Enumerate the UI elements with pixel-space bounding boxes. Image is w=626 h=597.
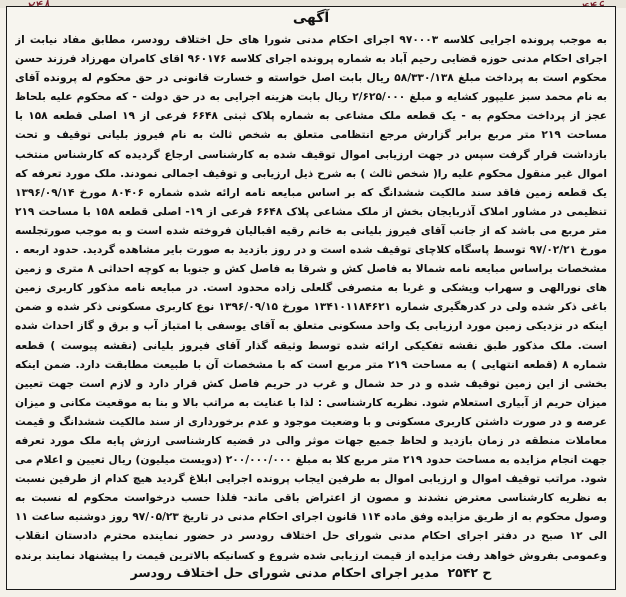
notice-code: ح ۲۵۴۲ bbox=[447, 565, 492, 580]
legal-notice-box bbox=[6, 6, 616, 590]
notice-title: آگهی bbox=[292, 10, 330, 26]
notice-footer bbox=[7, 563, 615, 583]
notice-signature: مدیر اجرای احکام مدنی شورای حل اختلاف رودسر bbox=[130, 565, 440, 580]
notice-body: به موجب پرونده اجرایی کلاسه ۹۷۰۰۰۳ اجرای احکام مدنی شورا های حل اختلاف رودسر، مطابق مفاد نیابت از اجرای احکام مدنی حوزه قضایی رحیم آباد به شماره پرونده اجرای کلاسه ۹۶۰۱۷۶ اقای کامران مهرزاد فرزند حسن محکوم است به پرداخت مبلغ ۵۸/۳۳۰/۱۳۸ ریال بابت اصل خواسته و خسارت قانونی در حق محکوم له پرونده آقای به نام محمد سبز علیپور کشایه و مبلغ ۲/۶۲۵/۰۰۰ ریال بابت هزینه اجرایی به در حق دولت - که محکوم علیه بلحاظ عجز از پرداخت محکوم به - یک قطعه ملک مشاعی به شماره پلاک ثبتی ۶۶۴۸ فرعی از ۱۹ اصلی قطعه ۱۵۸ با مساحت ۲۱۹ متر مربع برابر گزارش مرجع انتظامی متعلق به شخص ثالث به نام فیروز بلیانی توقیف و تحت بازداشت قرار گرفت سپس در جهت ارزیابی اموال توقیف شده به کارشناسی ارجاع گردیده که کارشناس منتخب اموال غیر منقول محکوم علیه را( شخص ثالث ) به شرح ذیل ارزیابی و توقیف اجمالی نمودند. ملک مورد تعرفه که یک قطعه زمین فاقد سند مالکیت ششدانگ که بر اساس مبایعه نامه ارائه شده شماره ۸۰۴۰۶ مورخ ۱۳۹۶/۰۹/۱۴ تنظیمی در مشاور املاک آذربایجان بخش از ملک مشاعی پلاک ۶۶۴۸ فرعی از ۱۹- اصلی قطعه ۱۵۸ با مساحت ۲۱۹ متر مربع می باشد که از جانب آقای فیروز بلیانی به خانم رقیه اقبالیان فروخته شده است و به موجب صورتجلسه مورخ ۹۷/۰۲/۲۱ توسط پاسگاه کلاچای توقیف شده است و در روز بازدید به صورت بایر مشاهده گردید. حدود اربعه . مشخصات براساس مبایعه نامه شمالا به فاصل کش و شرقا به فاصل کش و جنوبا به کوچه احداثی ۸ متری و زمین های نورالهی و سهراب ویشکی و غربا به متصرفی گلعلی زاده محدود است. در مبایعه نامه مذکور کاربری زمین باغی ذکر شده ولی در کدرهگیری شماره ۱۳۴۱۰۱۱۸۴۶۲۱ مورخ ۱۳۹۶/۰۹/۱۵ نوع کاربری مسکونی ذکر شده و ضمن اینکه در نزدیکی زمین مورد ارزیابی یک واحد مسکونی متعلق به آقای یوسفی با امتیاز آب و برق و گاز احداث شده است. ملک مذکور طبق نقشه تفکیکی ارائه شده توسط وثیقه گذار آقای فیروز بلیانی (نقشه پیوست ) قطعه شماره ۸ (قطعه انتهایی ) به مساحت ۲۱۹ متر مربع است که با مشخصات آن با طبیعت مطابقت دارد. ضمن اینکه بخشی از این زمین توقیف شده و در حد شمال و غرب در حریم فاصل کش قرار دارد و لازم است جهت تعیین میزان حریم از آبیاری استعلام شود. نظریه کارشناسی : لذا با عنایت به مراتب بالا و بنا به موقعیت مکانی و میزان عرصه و در صورت داشتن کاربری مسکونی و با وضعیت موجود و عدم برخورداری از سند مالکیت ششدانگ و قیمت معاملات منطقه در زمان بازدید و لحاظ جمیع جهات موثر والی در قضیه کارشناسی ارزش پایه ملک مورد تعرفه جهت انجام مزایده به مساحت حدود ۲۱۹ متر مربع کلا به مبلغ ۲۰۰/۰۰۰/۰۰۰ (دویست میلیون) ریال تعیین و اعلام می شود. مراتب توقیف اموال و ارزیابی اموال به طرفین ایجاب پرونده اجرایی ابلاغ گردید هیچ کدام از طرفین نسبت به نظریه کارشناسی معترض نشدند و مصون از اعتراض باقی ماند- فلذا حسب درخواست محکوم له نسبت به وصول محکوم به از طریق مزایده وفق ماده ۱۱۴ قانون اجرای احکام مدنی در تاریخ ۹۷/۰۵/۲۳ روز دوشنبه ساعت ۱۱ الی ۱۲ صبح در دفتر اجرای احکام مدنی شورای حل اختلاف رودسر در حضور نماینده محترم دادستان انقلاب وعمومی بفروش خواهد رفت مزایده از قیمت ارزیابی شده شروع و کسانیکه بالاترین قیمت را پیشنهاد نمایند برنده bbox=[15, 34, 607, 561]
